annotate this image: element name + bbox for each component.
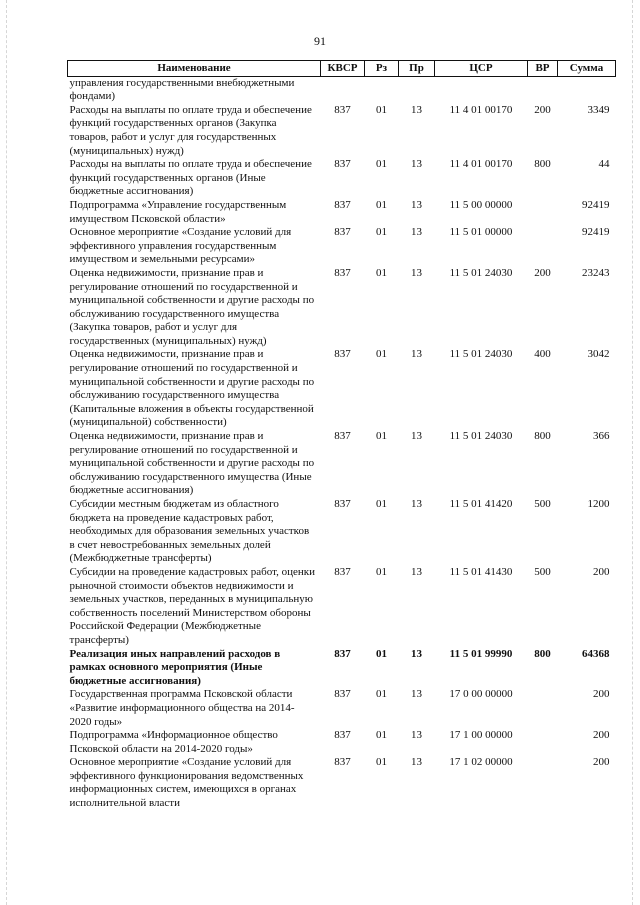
row-rz: 01 — [376, 266, 387, 279]
row-rz: 01 — [376, 198, 387, 211]
row-vr: 500 — [534, 565, 551, 578]
row-pr: 13 — [411, 430, 422, 443]
row-pr: 13 — [411, 226, 422, 239]
header-csr: ЦСР — [435, 61, 528, 77]
row-kvsr: 837 — [334, 348, 351, 361]
row-csr — [435, 76, 528, 104]
row-sum: 200 — [593, 688, 610, 701]
row-rz: 01 — [376, 158, 387, 171]
table-row — [68, 648, 616, 689]
table-row — [68, 729, 616, 756]
row-pr: 13 — [411, 158, 422, 171]
row-rz: 01 — [376, 729, 387, 742]
table-row — [68, 348, 616, 430]
row-kvsr — [321, 76, 365, 104]
table-row — [68, 76, 616, 104]
row-vr: 200 — [534, 266, 551, 279]
row-name: Государственная программа Псковской области «Развитие информационного общества на 2014-2020 годы» — [69, 688, 295, 728]
row-name: Подпрограмма «Информационное общество Псковской области на 2014-2020 годы» — [69, 729, 278, 755]
row-name: Расходы на выплаты по оплате труда и обеспечение функций государственных органов (Иные бюджетные ассигнования) — [69, 158, 312, 198]
table-row — [68, 498, 616, 566]
row-pr: 13 — [411, 103, 422, 116]
header-rz: Рз — [365, 61, 399, 77]
row-rz: 01 — [376, 498, 387, 510]
row-rz: 01 — [376, 226, 387, 239]
row-pr: 13 — [411, 756, 422, 769]
row-csr: 11 5 01 00000 — [449, 226, 513, 239]
row-rz: 01 — [376, 647, 387, 660]
table-row — [68, 267, 616, 349]
table-row — [68, 566, 616, 648]
row-sum: 1200 — [587, 498, 610, 510]
row-vr — [528, 226, 558, 267]
row-vr: 800 — [534, 158, 551, 171]
row-pr: 13 — [411, 729, 422, 742]
row-sum: 200 — [593, 756, 610, 769]
row-rz: 01 — [376, 348, 387, 361]
row-sum — [558, 76, 616, 104]
row-name: Реализация иных направлений расходов в рамках основного мероприятия (Иные бюджетные ассигнования) — [69, 647, 281, 687]
row-name: Подпрограмма «Управление государственным имуществом Псковской области» — [69, 198, 287, 225]
row-sum: 366 — [593, 430, 610, 443]
row-sum: 92419 — [582, 226, 610, 239]
table-row — [68, 756, 616, 810]
row-vr — [528, 729, 558, 756]
table-row — [68, 104, 616, 158]
row-csr: 11 5 01 41420 — [449, 498, 513, 510]
row-kvsr: 837 — [334, 430, 351, 443]
row-rz — [365, 76, 399, 104]
row-name: Основное мероприятие «Создание условий для эффективного функционирования ведомственных информационных систем, имеющихся в органах исполнительной власти — [69, 756, 304, 810]
right-page-edge — [632, 0, 633, 905]
row-kvsr: 837 — [334, 756, 351, 769]
row-kvsr: 837 — [334, 158, 351, 171]
row-name: Субсидии на проведение кадастровых работ, оценки рыночной стоимости объектов недвижимости и земельных участков, переданных в муниципальную собственность поселений Министерством обороны Российской Федерации (Межбюджетные трансферты) — [69, 565, 315, 646]
row-sum: 92419 — [582, 198, 610, 211]
budget-table — [67, 60, 616, 811]
row-sum: 200 — [593, 565, 610, 578]
row-sum: 23243 — [582, 266, 610, 279]
row-vr — [528, 756, 558, 810]
row-kvsr: 837 — [334, 498, 351, 510]
row-name: Оценка недвижимости, признание прав и регулирование отношений по государственной и муниципальной собственности и другие расходы по обслуживанию государственного имущества (Иные бюджетные ассигнования) — [69, 430, 315, 497]
row-csr: 17 1 02 00000 — [449, 756, 513, 769]
row-kvsr: 837 — [334, 647, 351, 660]
row-csr: 11 5 01 99990 — [449, 647, 513, 660]
table-row — [68, 688, 616, 729]
page-number: 91 — [314, 34, 326, 48]
row-vr: 800 — [534, 647, 551, 660]
row-csr: 11 5 00 00000 — [449, 198, 513, 211]
header-vr: ВР — [528, 61, 558, 77]
row-vr: 200 — [534, 103, 551, 116]
row-rz: 01 — [376, 565, 387, 578]
row-pr: 13 — [411, 647, 422, 660]
row-csr: 11 5 01 24030 — [449, 348, 513, 361]
row-name: Расходы на выплаты по оплате труда и обеспечение функций государственных органов (Закупка товаров, работ и услуг для государственных (муниципальных) нужд) — [69, 103, 312, 157]
row-name: управления государственными внебюджетными фондами) — [69, 76, 295, 103]
row-pr: 13 — [411, 565, 422, 578]
row-vr — [528, 76, 558, 104]
row-pr: 13 — [411, 688, 422, 701]
row-vr — [528, 199, 558, 226]
row-pr: 13 — [411, 266, 422, 279]
row-name: Субсидии местным бюджетам из областного бюджета на проведение кадастровых работ, необходимых для образования земельных участков в счет невостребованных земельных долей (Межбюджетные трансферты) — [69, 498, 310, 565]
header-sum: Сумма — [558, 61, 616, 77]
row-sum: 64368 — [582, 647, 610, 660]
row-rz: 01 — [376, 688, 387, 701]
row-kvsr: 837 — [334, 103, 351, 116]
row-rz: 01 — [376, 430, 387, 443]
row-kvsr: 837 — [334, 266, 351, 279]
table-row — [68, 226, 616, 267]
header-name: Наименование — [68, 61, 321, 77]
row-vr: 400 — [534, 348, 551, 361]
row-pr: 13 — [411, 498, 422, 510]
row-vr — [528, 688, 558, 729]
table-row — [68, 199, 616, 226]
left-page-edge — [6, 0, 7, 905]
row-name: Оценка недвижимости, признание прав и регулирование отношений по государственной и муниципальной собственности и другие расходы по обслуживанию государственного имущества (Капитальные вложения в объекты государственной (муниципальной) собственности) — [69, 348, 315, 429]
row-csr: 11 5 01 24030 — [449, 266, 513, 279]
row-vr: 500 — [534, 498, 551, 510]
row-csr: 11 5 01 41430 — [449, 565, 513, 578]
row-csr: 17 1 00 00000 — [449, 729, 513, 742]
row-rz: 01 — [376, 103, 387, 116]
row-kvsr: 837 — [334, 565, 351, 578]
row-csr: 11 5 01 24030 — [449, 430, 513, 443]
header-kvsr: КВСР — [321, 61, 365, 77]
row-kvsr: 837 — [334, 729, 351, 742]
row-csr: 17 0 00 00000 — [449, 688, 513, 701]
row-vr: 800 — [534, 430, 551, 443]
row-csr: 11 4 01 00170 — [449, 103, 513, 116]
row-sum: 3349 — [587, 103, 610, 116]
row-sum: 200 — [593, 729, 610, 742]
row-kvsr: 837 — [334, 688, 351, 701]
row-csr: 11 4 01 00170 — [449, 158, 513, 171]
table-row — [68, 158, 616, 199]
header-pr: Пр — [399, 61, 435, 77]
row-name: Основное мероприятие «Создание условий для эффективного управления государственным имуществом и земельными ресурсами» — [69, 226, 292, 266]
table-header-row — [68, 61, 616, 77]
row-sum: 44 — [598, 158, 610, 171]
row-name: Оценка недвижимости, признание прав и регулирование отношений по государственной и муниципальной собственности и другие расходы по обслуживанию государственного имущества (Закупка товаров, работ и услуг для государственных (муниципальных) нужд) — [69, 266, 315, 347]
row-pr: 13 — [411, 198, 422, 211]
table-row — [68, 430, 616, 498]
row-rz: 01 — [376, 756, 387, 769]
row-kvsr: 837 — [334, 226, 351, 239]
row-pr: 13 — [411, 348, 422, 361]
row-pr — [399, 76, 435, 104]
row-sum: 3042 — [587, 348, 610, 361]
row-kvsr: 837 — [334, 198, 351, 211]
